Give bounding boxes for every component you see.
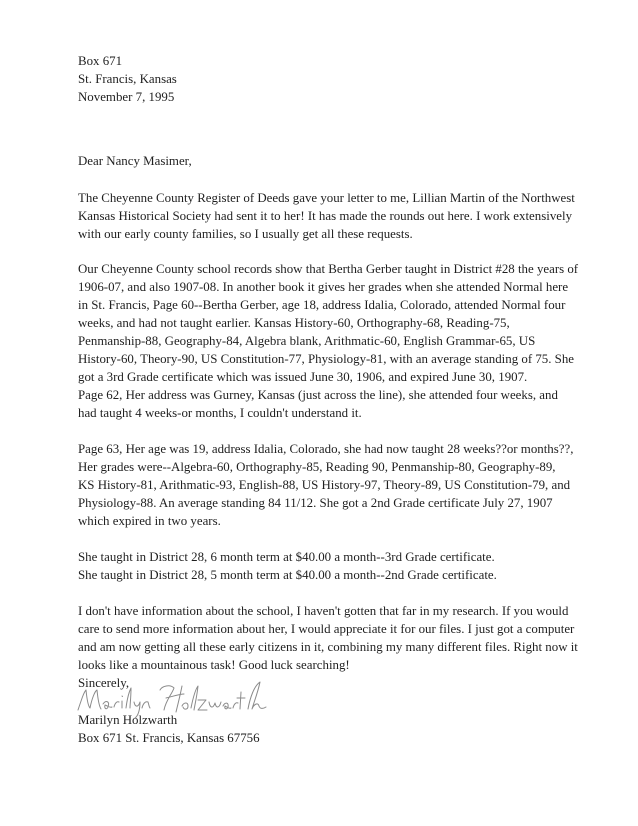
closing-text: Sincerely, [78,676,130,690]
paragraph-4 [78,440,638,530]
paragraph-line: Physiology-88. An average standing 84 11/12. She got a 2nd Grade certificate July 27, 1907 [78,496,553,510]
paragraph-2 [78,260,638,386]
paragraph-line: had taught 4 weeks-or months, I couldn't understand it. [78,406,362,420]
paragraph-line: looks like a mountainous task! Good luck searching! [78,658,350,672]
paragraph-line: in St. Francis, Page 60--Bertha Gerber, age 18, address Idalia, Colorado, attended Normal four [78,298,566,312]
paragraph-line: Our Cheyenne County school records show that Bertha Gerber taught in District #28 the years of [78,262,579,276]
paragraph-line: Kansas Historical Society had sent it to her! It has made the rounds out here. I work extensively [78,209,573,223]
paragraph-5 [78,548,638,584]
paragraph-line: Penmanship-88, Geography-84, Algebra blank, Arithmatic-60, English Grammar-65, US [78,334,536,348]
paragraph-line: KS History-81, Arithmatic-93, English-88, US History-97, Theory-89, US Constitution-79, and [78,478,571,492]
paragraph-line: She taught in District 28, 6 month term at $40.00 a month--3rd Grade certificate. [78,550,495,564]
paragraph-line: which expired in two years. [78,514,221,528]
paragraph-line: History-60, Theory-90, US Constitution-77, Physiology-81, with an average standing of 75. She [78,352,575,366]
paragraph-line: weeks, and had not taught earlier. Kansas History-60, Orthography-68, Reading-75, [78,316,510,330]
sender-address-block [78,52,638,106]
paragraph-line: She taught in District 28, 5 month term at $40.00 a month--2nd Grade certificate. [78,568,497,582]
paragraph-line: The Cheyenne County Register of Deeds gave your letter to me, Lillian Martin of the Northwest [78,191,575,205]
signer-address: Box 671 St. Francis, Kansas 67756 [78,731,260,745]
signer-block [78,711,638,747]
paragraph-6 [78,602,638,674]
paragraph-line: got a 3rd Grade certificate which was issued June 30, 1906, and expired June 30, 1907. [78,370,528,384]
paragraph-line: Her grades were--Algebra-60, Orthography-85, Reading 90, Penmanship-80, Geography-89, [78,460,556,474]
salutation-text: Dear Nancy Masimer, [78,154,192,168]
paragraph-line: with our early county families, so I usually get all these requests. [78,227,413,241]
paragraph-1 [78,189,638,243]
paragraph-line: Page 63, Her age was 19, address Idalia, Colorado, she had now taught 28 weeks??or months??, [78,442,574,456]
address-line-box: Box 671 [78,54,123,68]
salutation [78,152,638,170]
paragraph-line: care to send more information about her, I would appreciate it for our files. I just got a computer [78,622,575,636]
paragraph-line: and am now getting all these early citizens in it, combining my many different files. Right now it [78,640,578,654]
paragraph-3 [78,386,638,422]
paragraph-line: Page 62, Her address was Gurney, Kansas (just across the line), she attended four weeks, and [78,388,558,402]
address-line-city: St. Francis, Kansas [78,72,177,86]
signer-name: Marilyn Holzwarth [78,713,178,727]
paragraph-line: I don't have information about the school, I haven't gotten that far in my research. If you would [78,604,569,618]
letter-date: November 7, 1995 [78,90,175,104]
paragraph-line: 1906-07, and also 1907-08. In another book it gives her grades when she attended Normal here [78,280,569,294]
